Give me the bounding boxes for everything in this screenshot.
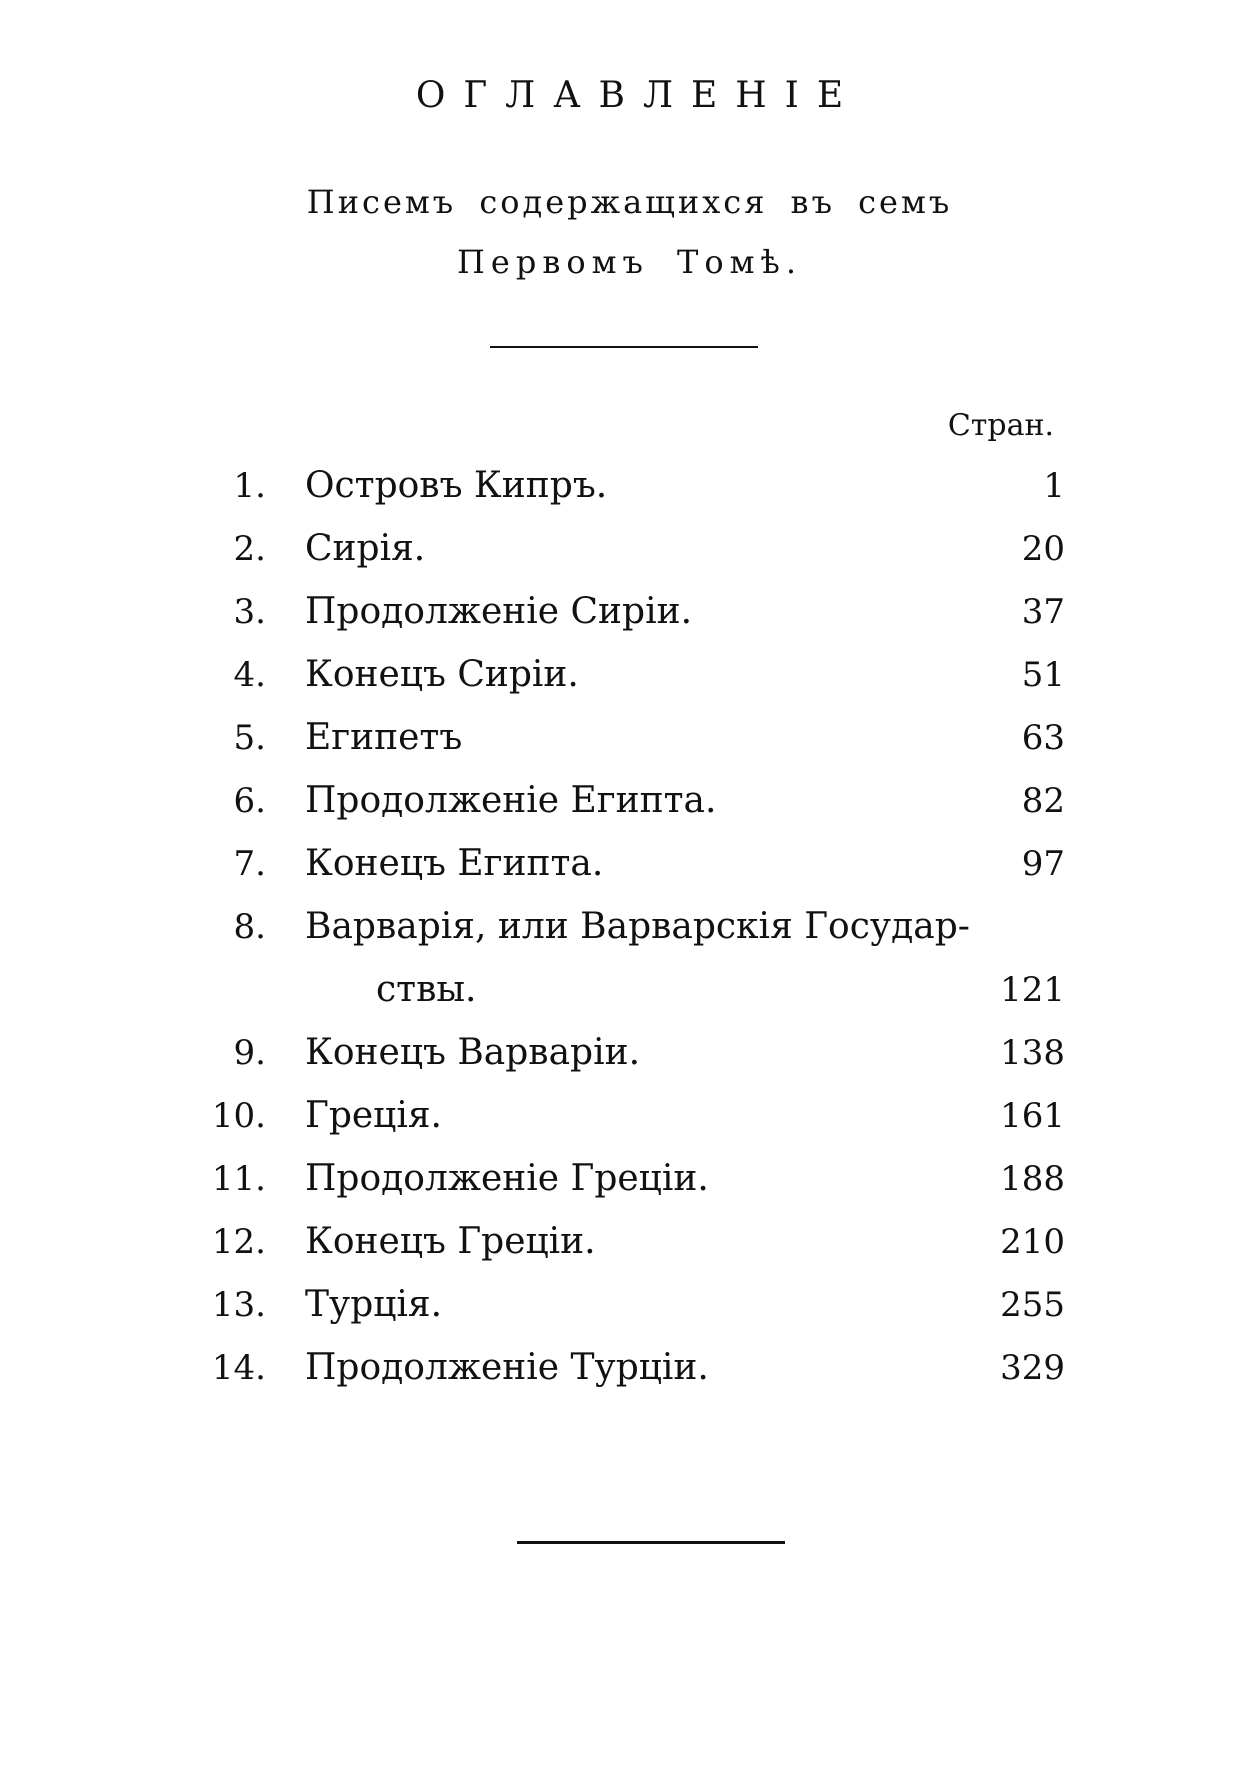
entry-page: 20 — [1021, 529, 1065, 569]
entry-number: 12. — [211, 1222, 266, 1262]
entry-page: 121 — [1000, 970, 1065, 1010]
entry-title: Конецъ Варваріи. — [305, 1032, 641, 1073]
page-column-header: Стран. — [947, 408, 1054, 443]
top-divider — [490, 346, 758, 348]
entry-title: Египетъ — [305, 717, 463, 758]
entry-page: 51 — [1021, 655, 1065, 695]
entry-number: 10. — [211, 1096, 266, 1136]
entry-title: Островъ Кипръ. — [305, 465, 608, 506]
toc-entry — [0, 651, 1259, 699]
entry-number: 8. — [233, 907, 266, 947]
entry-number: 14. — [211, 1348, 266, 1388]
subtitle-line-1: Писемъ содержащихся въ семъ — [306, 183, 953, 221]
toc-entry — [0, 525, 1259, 573]
subtitle-line-2: Первомъ Томѣ. — [457, 243, 802, 281]
entry-number: 5. — [233, 718, 266, 758]
entry-title-continuation: ствы. — [376, 969, 477, 1010]
entry-page: 1 — [1043, 466, 1065, 506]
toc-entry — [0, 1155, 1259, 1203]
entry-page: 161 — [1000, 1096, 1065, 1136]
entry-number: 1. — [233, 466, 266, 506]
entry-number: 13. — [211, 1285, 266, 1325]
entry-title: Сирія. — [305, 528, 426, 569]
entry-number: 11. — [211, 1159, 266, 1199]
toc-entry — [0, 462, 1259, 510]
entry-number: 6. — [233, 781, 266, 821]
bottom-divider — [517, 1541, 785, 1544]
entry-title: Конецъ Египта. — [305, 843, 604, 884]
entry-page: 255 — [1000, 1285, 1065, 1325]
entry-title: Продолженіе Греціи. — [305, 1158, 709, 1199]
toc-entry — [0, 588, 1259, 636]
entry-number: 4. — [233, 655, 266, 695]
entry-title: Греція. — [305, 1095, 443, 1136]
entry-page: 97 — [1021, 844, 1065, 884]
entry-page: 138 — [1000, 1033, 1065, 1073]
entry-title: Продолженіе Турціи. — [305, 1347, 709, 1388]
entry-number: 3. — [233, 592, 266, 632]
toc-entry-continuation — [0, 966, 1259, 1014]
entry-page: 82 — [1021, 781, 1065, 821]
toc-entry — [0, 777, 1259, 825]
entry-number: 7. — [233, 844, 266, 884]
entry-title: Конецъ Греціи. — [305, 1221, 596, 1262]
toc-entry — [0, 1281, 1259, 1329]
toc-entry — [0, 840, 1259, 888]
entry-title: Конецъ Сиріи. — [305, 654, 579, 695]
entry-title: Продолженіе Сиріи. — [305, 591, 693, 632]
toc-entry — [0, 1218, 1259, 1266]
entry-page: 37 — [1021, 592, 1065, 632]
entry-title: Варварія, или Варварскія Государ- — [305, 906, 970, 947]
entry-page: 329 — [1000, 1348, 1065, 1388]
toc-entry — [0, 1092, 1259, 1140]
toc-entry — [0, 1029, 1259, 1077]
entry-number: 9. — [233, 1033, 266, 1073]
toc-entry — [0, 1344, 1259, 1392]
entry-page: 63 — [1021, 718, 1065, 758]
entry-page: 210 — [1000, 1222, 1065, 1262]
entry-title: Турція. — [305, 1284, 443, 1325]
entry-number: 2. — [233, 529, 266, 569]
page-title: ОГЛАВЛЕНІЕ — [415, 75, 862, 116]
toc-entry — [0, 714, 1259, 762]
entry-title: Продолженіе Египта. — [305, 780, 717, 821]
toc-entry — [0, 903, 1259, 951]
entry-page: 188 — [1000, 1159, 1065, 1199]
